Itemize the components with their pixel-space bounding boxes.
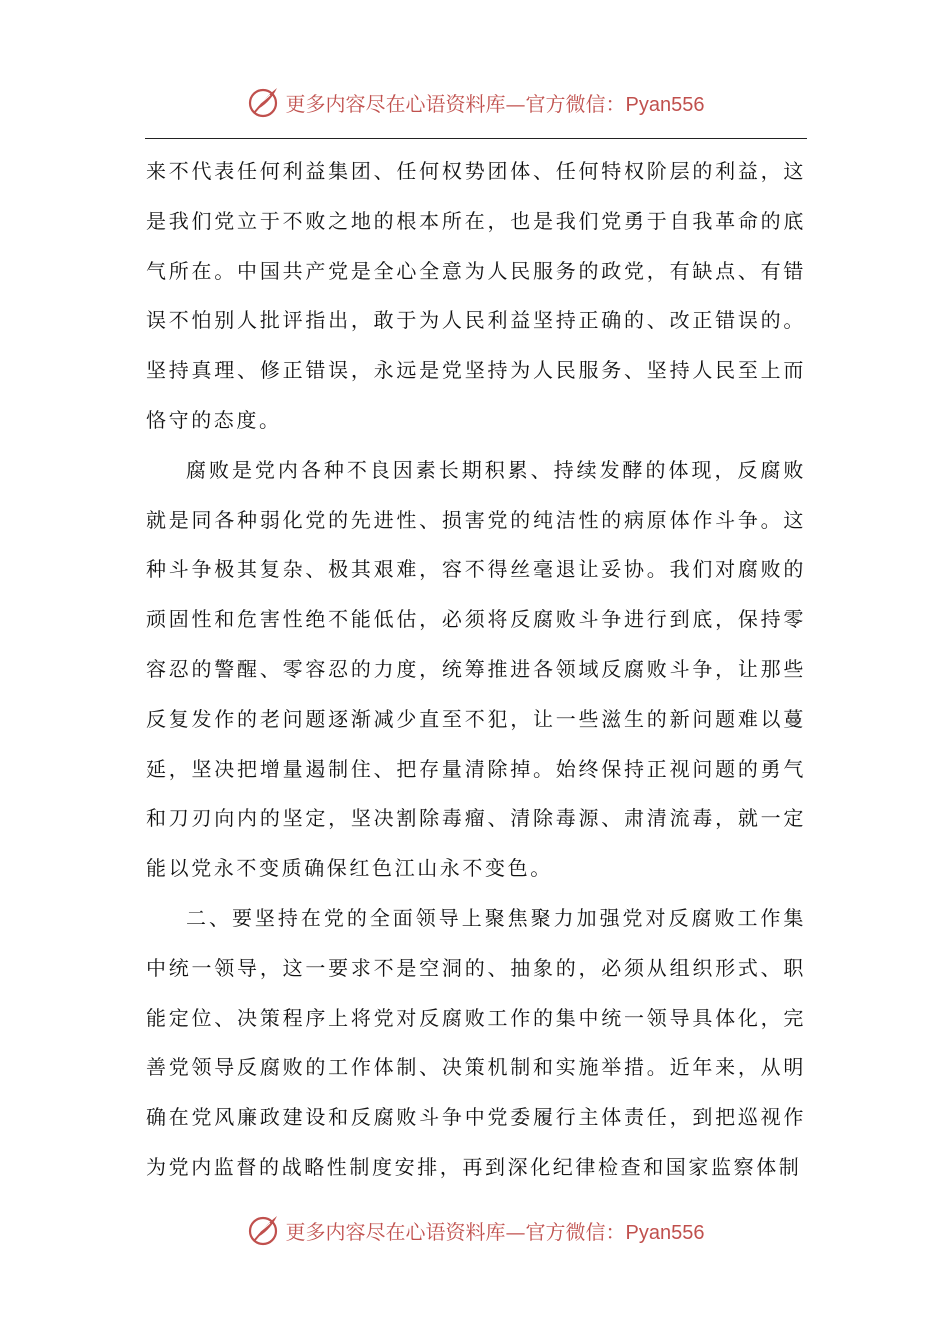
document-body xyxy=(146,147,806,1193)
header-watermark-text: 更多内容尽在心语资料库—官方微信：Pyan556 xyxy=(285,91,705,116)
header-wechat-id: Pyan556 xyxy=(625,93,705,116)
header-divider xyxy=(145,138,807,139)
header-watermark xyxy=(0,80,950,124)
footer-wechat-id: Pyan556 xyxy=(625,1221,705,1244)
paragraph-1: 来不代表任何利益集团、任何权势团体、任何特权阶层的利益，这是我们党立于不败之地的根本所在，也是我们党勇于自我革命的底气所在。中国共产党是全心全意为人民服务的政党，有缺点、有错误不怕别人批评指出，敢于为人民利益坚持正确的、改正错误的。坚持真理、修正错误，永远是党坚持为人民服务、坚持人民至上而恪守的态度。 xyxy=(146,159,806,432)
paragraph-2: 腐败是党内各种不良因素长期积累、持续发酵的体现，反腐败就是同各种弱化党的先进性、损害党的纯洁性的病原体作斗争。这种斗争极其复杂、极其艰难，容不得丝毫退让妥协。我们对腐败的顽固性和危害性绝不能低估，必须将反腐败斗争进行到底，保持零容忍的警醒、零容忍的力度，统筹推进各领域反腐败斗争，让那些反复发作的老问题逐渐减少直至不犯，让一些滋生的新问题难以蔓延，坚决把增量遏制住、把存量清除掉。始终保持正视问题的勇气和刀刃向内的坚定，坚决割除毒瘤、清除毒源、肃清流毒，就一定能以党永不变质确保红色江山永不变色。 xyxy=(146,457,806,881)
footer-watermark xyxy=(0,1208,950,1252)
footer-watermark-text: 更多内容尽在心语资料库—官方微信：Pyan556 xyxy=(285,1219,705,1244)
paragraph-3: 二、要坚持在党的全面领导上聚焦聚力加强党对反腐败工作集中统一领导，这一要求不是空洞的、抽象的，必须从组织形式、职能定位、决策程序上将党对反腐败工作的集中统一领导具体化，完善党领导反腐败的工作体制、决策机制和实施举措。近年来，从明确在党风廉政建设和反腐败斗争中党委履行主体责任，到把巡视作为党内监督的战略性制度安排，再到深化纪律检查和国家监察体制 xyxy=(146,905,806,1179)
quill-logo-icon xyxy=(246,1212,282,1248)
quill-logo-icon xyxy=(246,84,282,120)
